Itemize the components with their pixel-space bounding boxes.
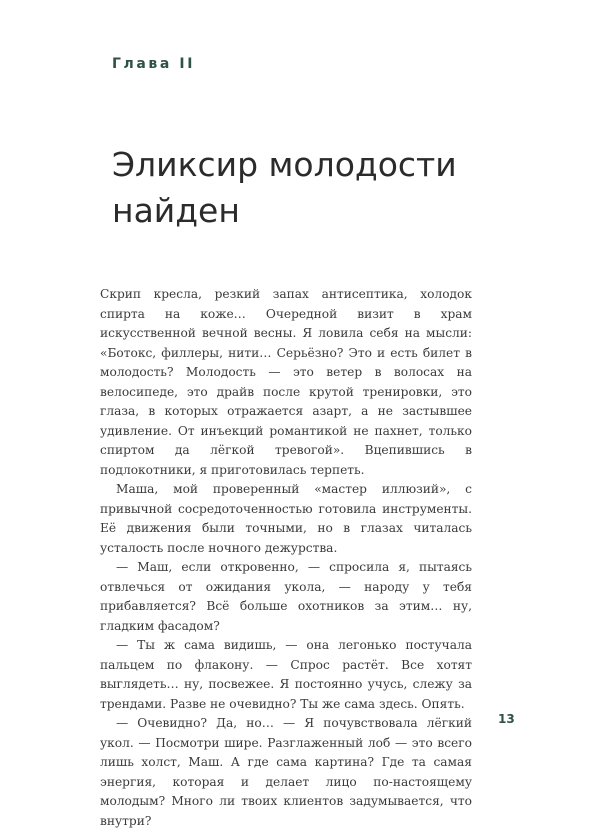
body-text: [100, 285, 472, 831]
chapter-label: Глава II: [112, 56, 196, 72]
paragraph: Маша, мой проверенный «мастер иллюзий», с привычной сосредоточенностью готовила инструменты. Её движения были точными, но в глазах читалась усталость после ночного дежурства.: [100, 482, 472, 555]
chapter-title: Эликсир молодости найден: [112, 145, 457, 230]
paragraph: — Маш, если откровенно, — спросила я, пытаясь отвлечься от ожидания укола, — народу у тебя прибавляется? Всё больше охотников за этим… ну, гладким фасадом?: [100, 560, 472, 633]
paragraph: — Ты ж сама видишь, — она легонько постучала пальцем по флакону. — Спрос растёт. Все хотят выглядеть… ну, посвежее. Я постоянно учусь, слежу за трендами. Разве не очевидно? Ты же сама здесь. Опять.: [100, 638, 472, 711]
paragraph: — Очевидно? Да, но… — Я почувствовала лёгкий укол. — Посмотри шире. Разглаженный лоб — это всего лишь холст, Маш. А где сама картина? Где та самая энергия, которая и делает лицо по-настоящему молодым? Много ли твоих клиентов задумывается, что внутри?: [100, 716, 472, 828]
paragraph: Скрип кресла, резкий запах антисептика, холодок спирта на коже… Очередной визит в храм искусственной вечной весны. Я ловила себя на мысли: «Ботокс, филлеры, нити… Серьёзно? Это и есть билет в молодость? Молодость — это ветер в волосах на велосипеде, это драйв после крутой тренировки, это глаза, в которых отражается азарт, а не застывшее удивление. От инъекций романтикой не пахнет, только спиртом да лёгкой тревогой». Вцепившись в подлокотники, я приготовилась терпеть.: [100, 287, 472, 477]
page-number: 13: [498, 712, 515, 726]
